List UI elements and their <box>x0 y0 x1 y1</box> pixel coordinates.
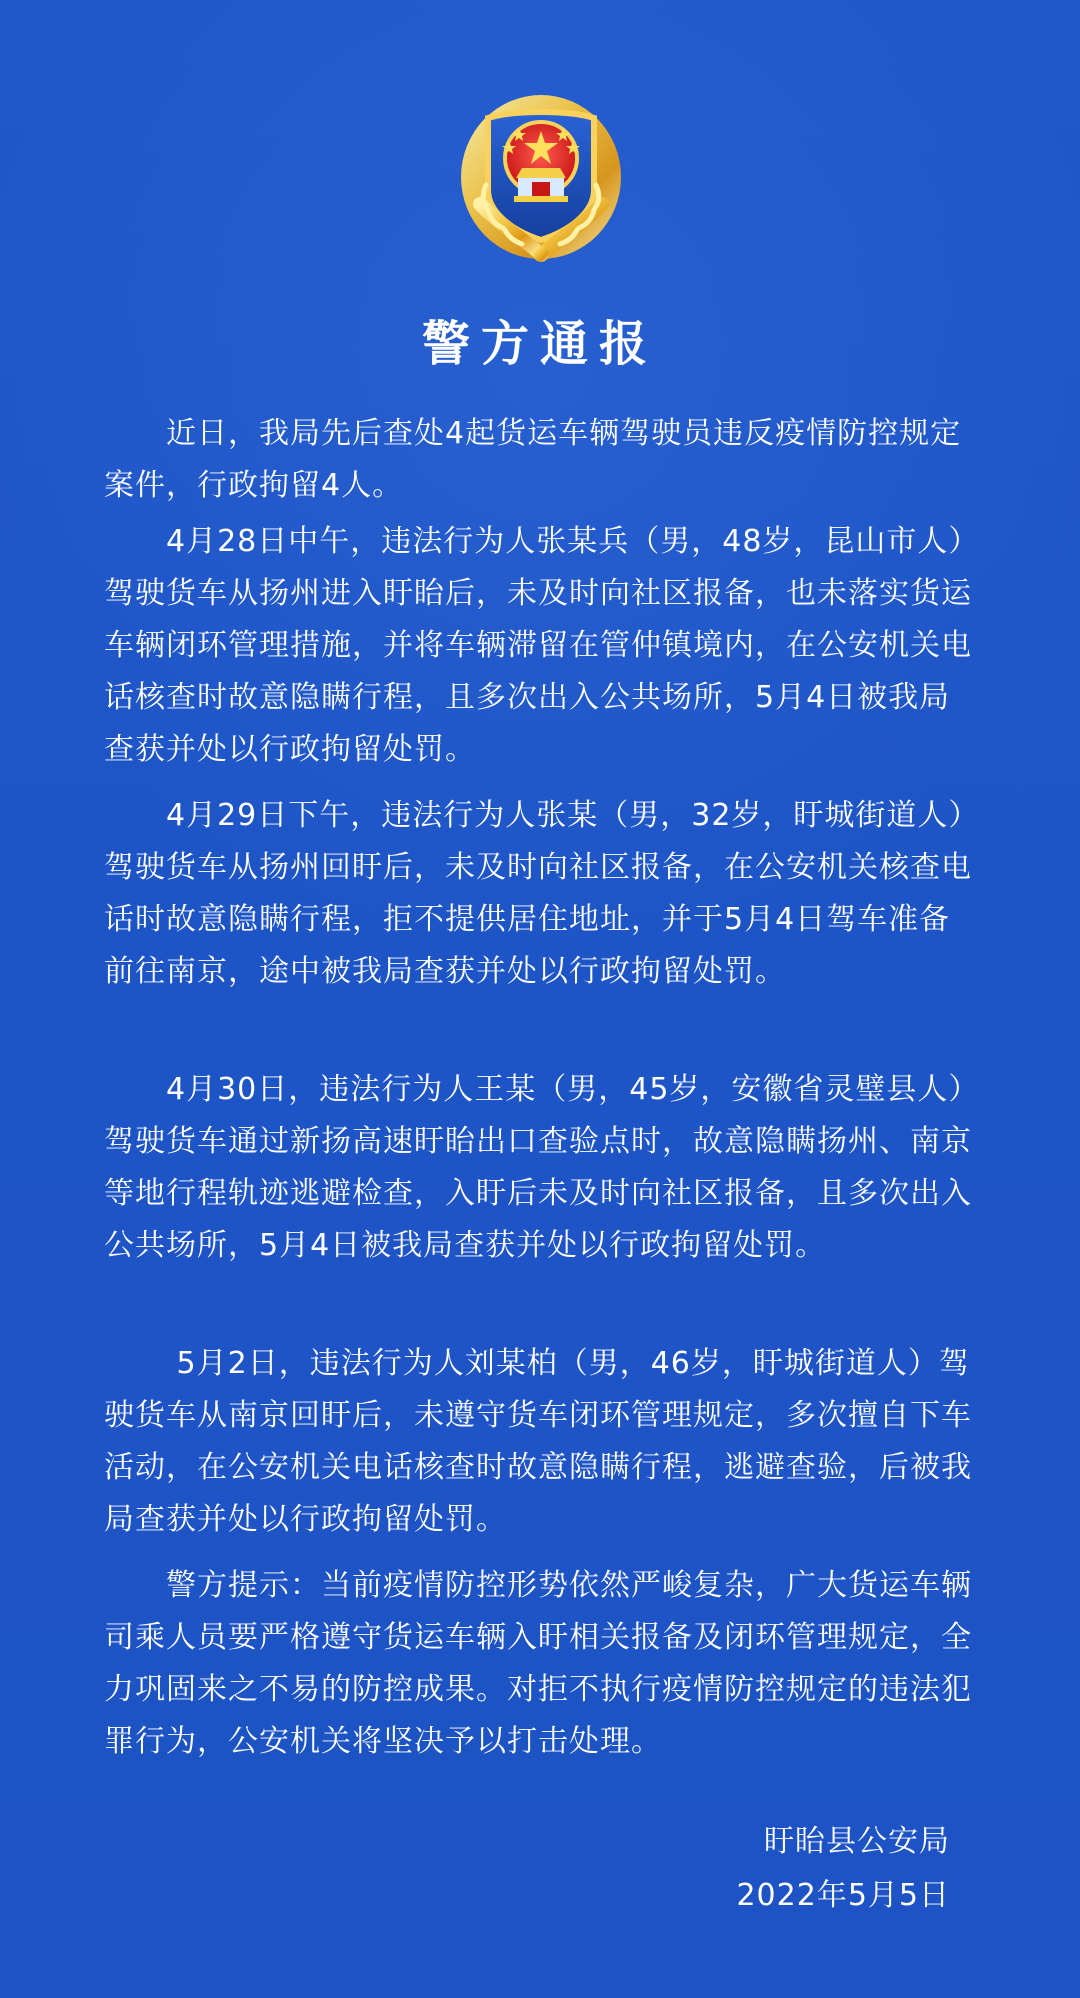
paragraph-4: 4月30日，违法行为人王某（男，45岁，安徽省灵璧县人）驾驶货车通过新扬高速盱眙出口查验点时，故意隐瞒扬州、南京等地行程轨迹逃避检查，入盱后未及时向社区报备，且多次出入公共场所，5月4日被我局查获并处以行政拘留处罚。 <box>104 1072 972 1263</box>
issuer-signature: 盱眙县公安局 <box>764 1824 950 1859</box>
police-badge-icon <box>448 82 634 268</box>
page-title: 警方通报 <box>421 316 658 372</box>
paragraph-6: 警方提示：当前疫情防控形势依然严峻复杂，广大货运车辆司乘人员要严格遵守货运车辆入盱相关报备及闭环管理规定，全力巩固来之不易的防控成果。对拒不执行疫情防控规定的违法犯罪行为，公安机关将坚决予以打击处理。 <box>104 1568 972 1759</box>
issue-date: 2022年5月5日 <box>736 1878 950 1913</box>
paragraph-5: 5月2日，违法行为人刘某柏（男，46岁，盱城街道人）驾驶货车从南京回盱后，未遵守货车闭环管理规定，多次擅自下车活动，在公安机关电话核查时故意隐瞒行程，逃避查验，后被我局查获并处以行政拘留处罚。 <box>104 1346 972 1537</box>
paragraph-2: 4月28日中午，违法行为人张某兵（男，48岁，昆山市人）驾驶货车从扬州进入盱眙后，未及时向社区报备，也未落实货运车辆闭环管理措施，并将车辆滞留在管仲镇境内，在公安机关电话核查时故意隐瞒行程，且多次出入公共场所，5月4日被我局查获并处以行政拘留处罚。 <box>104 524 972 767</box>
paragraph-1: 近日，我局先后查处4起货运车辆驾驶员违反疫情防控规定案件，行政拘留4人。 <box>104 416 962 503</box>
paragraph-3: 4月29日下午，违法行为人张某（男，32岁，盱城街道人）驾驶货车从扬州回盱后，未及时向社区报备，在公安机关核查电话时故意隐瞒行程，拒不提供居住地址，并于5月4日驾车准备前往南京，途中被我局查获并处以行政拘留处罚。 <box>104 798 972 989</box>
